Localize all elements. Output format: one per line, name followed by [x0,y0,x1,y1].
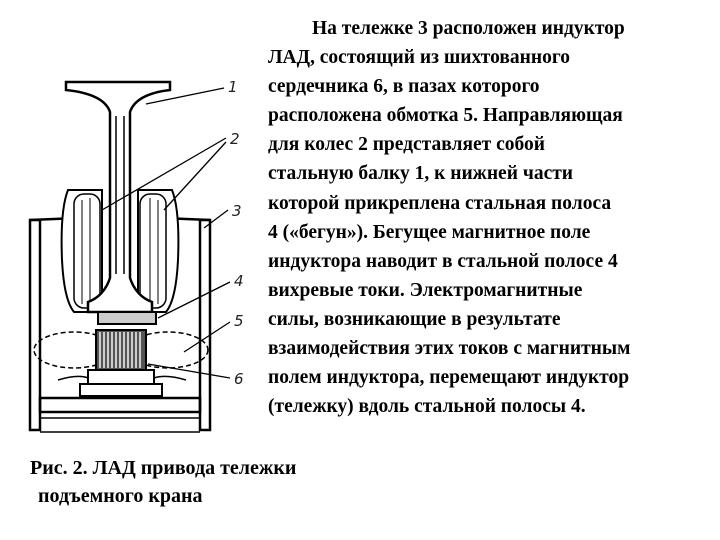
figure-caption [30,454,296,510]
lad-drawing [18,60,268,440]
paragraph-line: стальную балку 1, к нижней части [268,163,574,185]
paragraph-line: ЛАД, состоящий из шихтованного [268,47,571,69]
paragraph-line: вихревые токи. Электромагнитные [268,279,583,301]
wheel-left [62,190,102,312]
steel-strip [98,312,156,324]
callout-4: 4 [234,272,244,290]
caption-line-2: подъемного крана [38,485,203,507]
paragraph-line: взаимодействия этих токов с магнитным [268,338,631,360]
callout-3: 3 [232,202,242,220]
paragraph-line: полем индуктора, перемещают индуктор [268,367,630,389]
paragraph-line: для колес 2 представляет собой [268,134,546,156]
paragraph-line: индуктора наводит в стальной полосе 4 [268,250,618,272]
paragraph-line: (тележку) вдоль стальной полосы 4. [268,396,586,418]
callout-5: 5 [234,312,244,330]
caption-line-1: Рис. 2. ЛАД привода тележки [30,457,297,479]
lad-diagram [18,60,268,440]
paragraph-line: 4 («бегун»). Бегущее магнитное поле [268,221,591,243]
paragraph-line: силы, возникающие в результате [268,308,561,330]
paragraph-line: На тележке 3 расположен индуктор [312,18,625,39]
paragraph-line: расположена обмотка 5. Направляющая [268,105,623,127]
laminated-core [58,330,186,396]
paragraph-line: которой прикреплена стальная полоса [268,192,612,214]
callout-6: 6 [234,370,244,388]
wheel-right [138,190,178,312]
callout-1: 1 [228,78,238,96]
paragraph-line: сердечника 6, в пазах которого [268,76,540,98]
callout-2: 2 [230,130,240,148]
description-paragraph [268,14,716,421]
